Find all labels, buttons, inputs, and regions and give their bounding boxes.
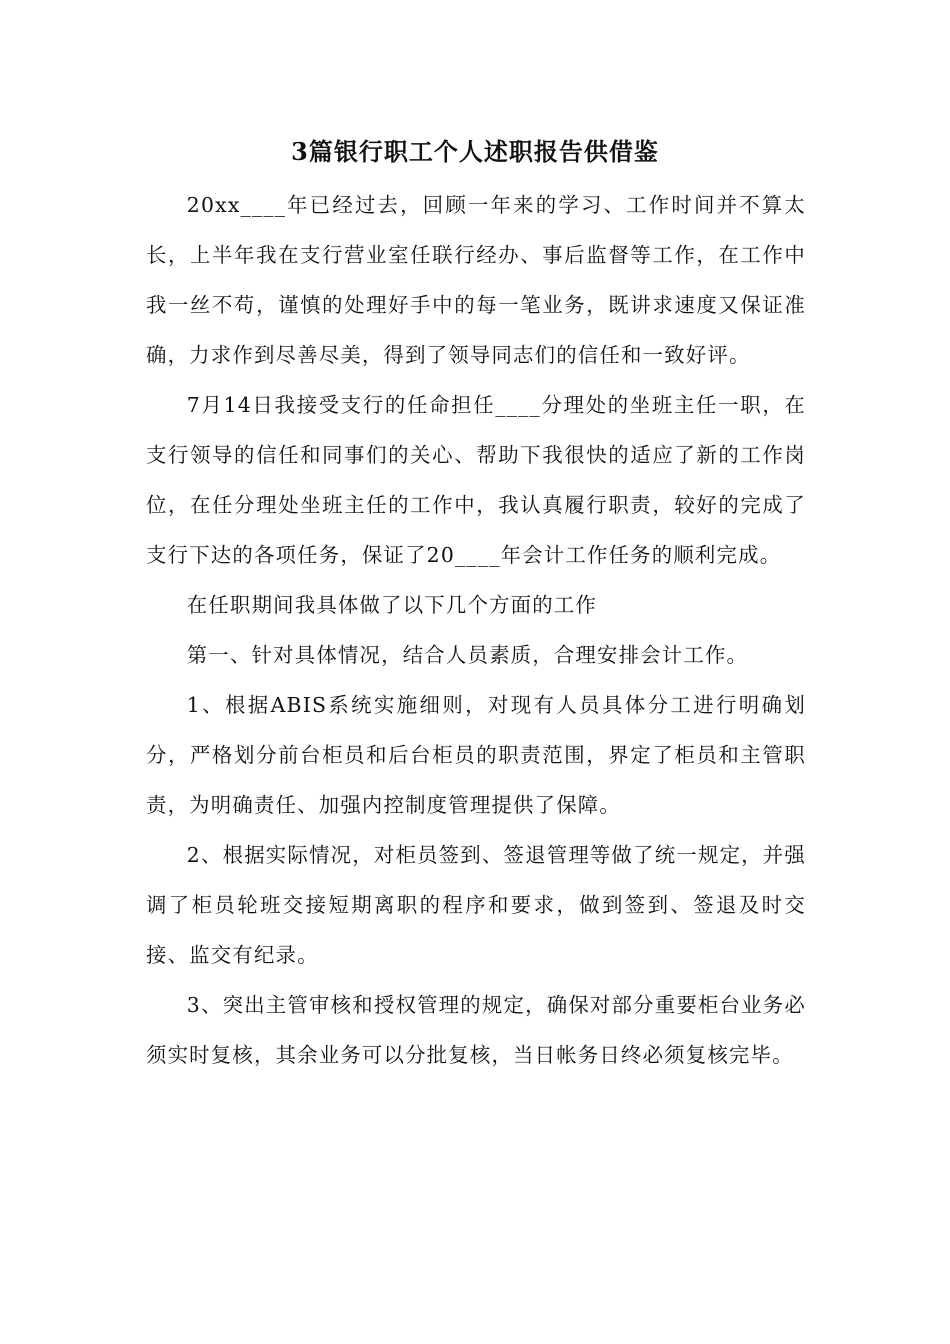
paragraph-item-2: 2、根据实际情况，对柜员签到、签退管理等做了统一规定，并强调了柜员轮班交接短期离职的程序和要求，做到签到、签退及时交接、监交有纪录。: [146, 843, 806, 967]
paragraph-item-3: 3、突出主管审核和授权管理的规定，确保对部分重要柜台业务必须实时复核，其余业务可以分批复核，当日帐务日终必须复核完毕。: [146, 993, 806, 1067]
paragraph-appointment: 7月14日我接受支行的任命担任____分理处的坐班主任一职，在支行领导的信任和同事们的关心、帮助下我很快的适应了新的工作岗位，在任分理处坐班主任的工作中，我认真履行职责，较好的完成了支行下达的各项任务，保证了20____年会计工作任务的顺利完成。: [146, 393, 806, 567]
paragraph-item-1: 1、根据ABIS系统实施细则，对现有人员具体分工进行明确划分，严格划分前台柜员和后台柜员的职责范围，界定了柜员和主管职责，为明确责任、加强内控制度管理提供了保障。: [146, 693, 806, 817]
document-title: 3篇银行职工个人述职报告供借鉴: [291, 137, 659, 166]
paragraph-section-first: 第一、针对具体情况，结合人员素质，合理安排会计工作。: [186, 643, 749, 667]
paragraph-intro: 20xx____年已经过去，回顾一年来的学习、工作时间并不算太长，上半年我在支行营业室任联行经办、事后监督等工作，在工作中我一丝不苟，谨慎的处理好手中的每一笔业务，既讲求速度又保证准确，力求作到尽善尽美，得到了领导同志们的信任和一致好评。: [146, 193, 806, 367]
document-body: [146, 180, 806, 1080]
paragraph-work-overview: 在任职期间我具体做了以下几个方面的工作: [186, 593, 598, 617]
